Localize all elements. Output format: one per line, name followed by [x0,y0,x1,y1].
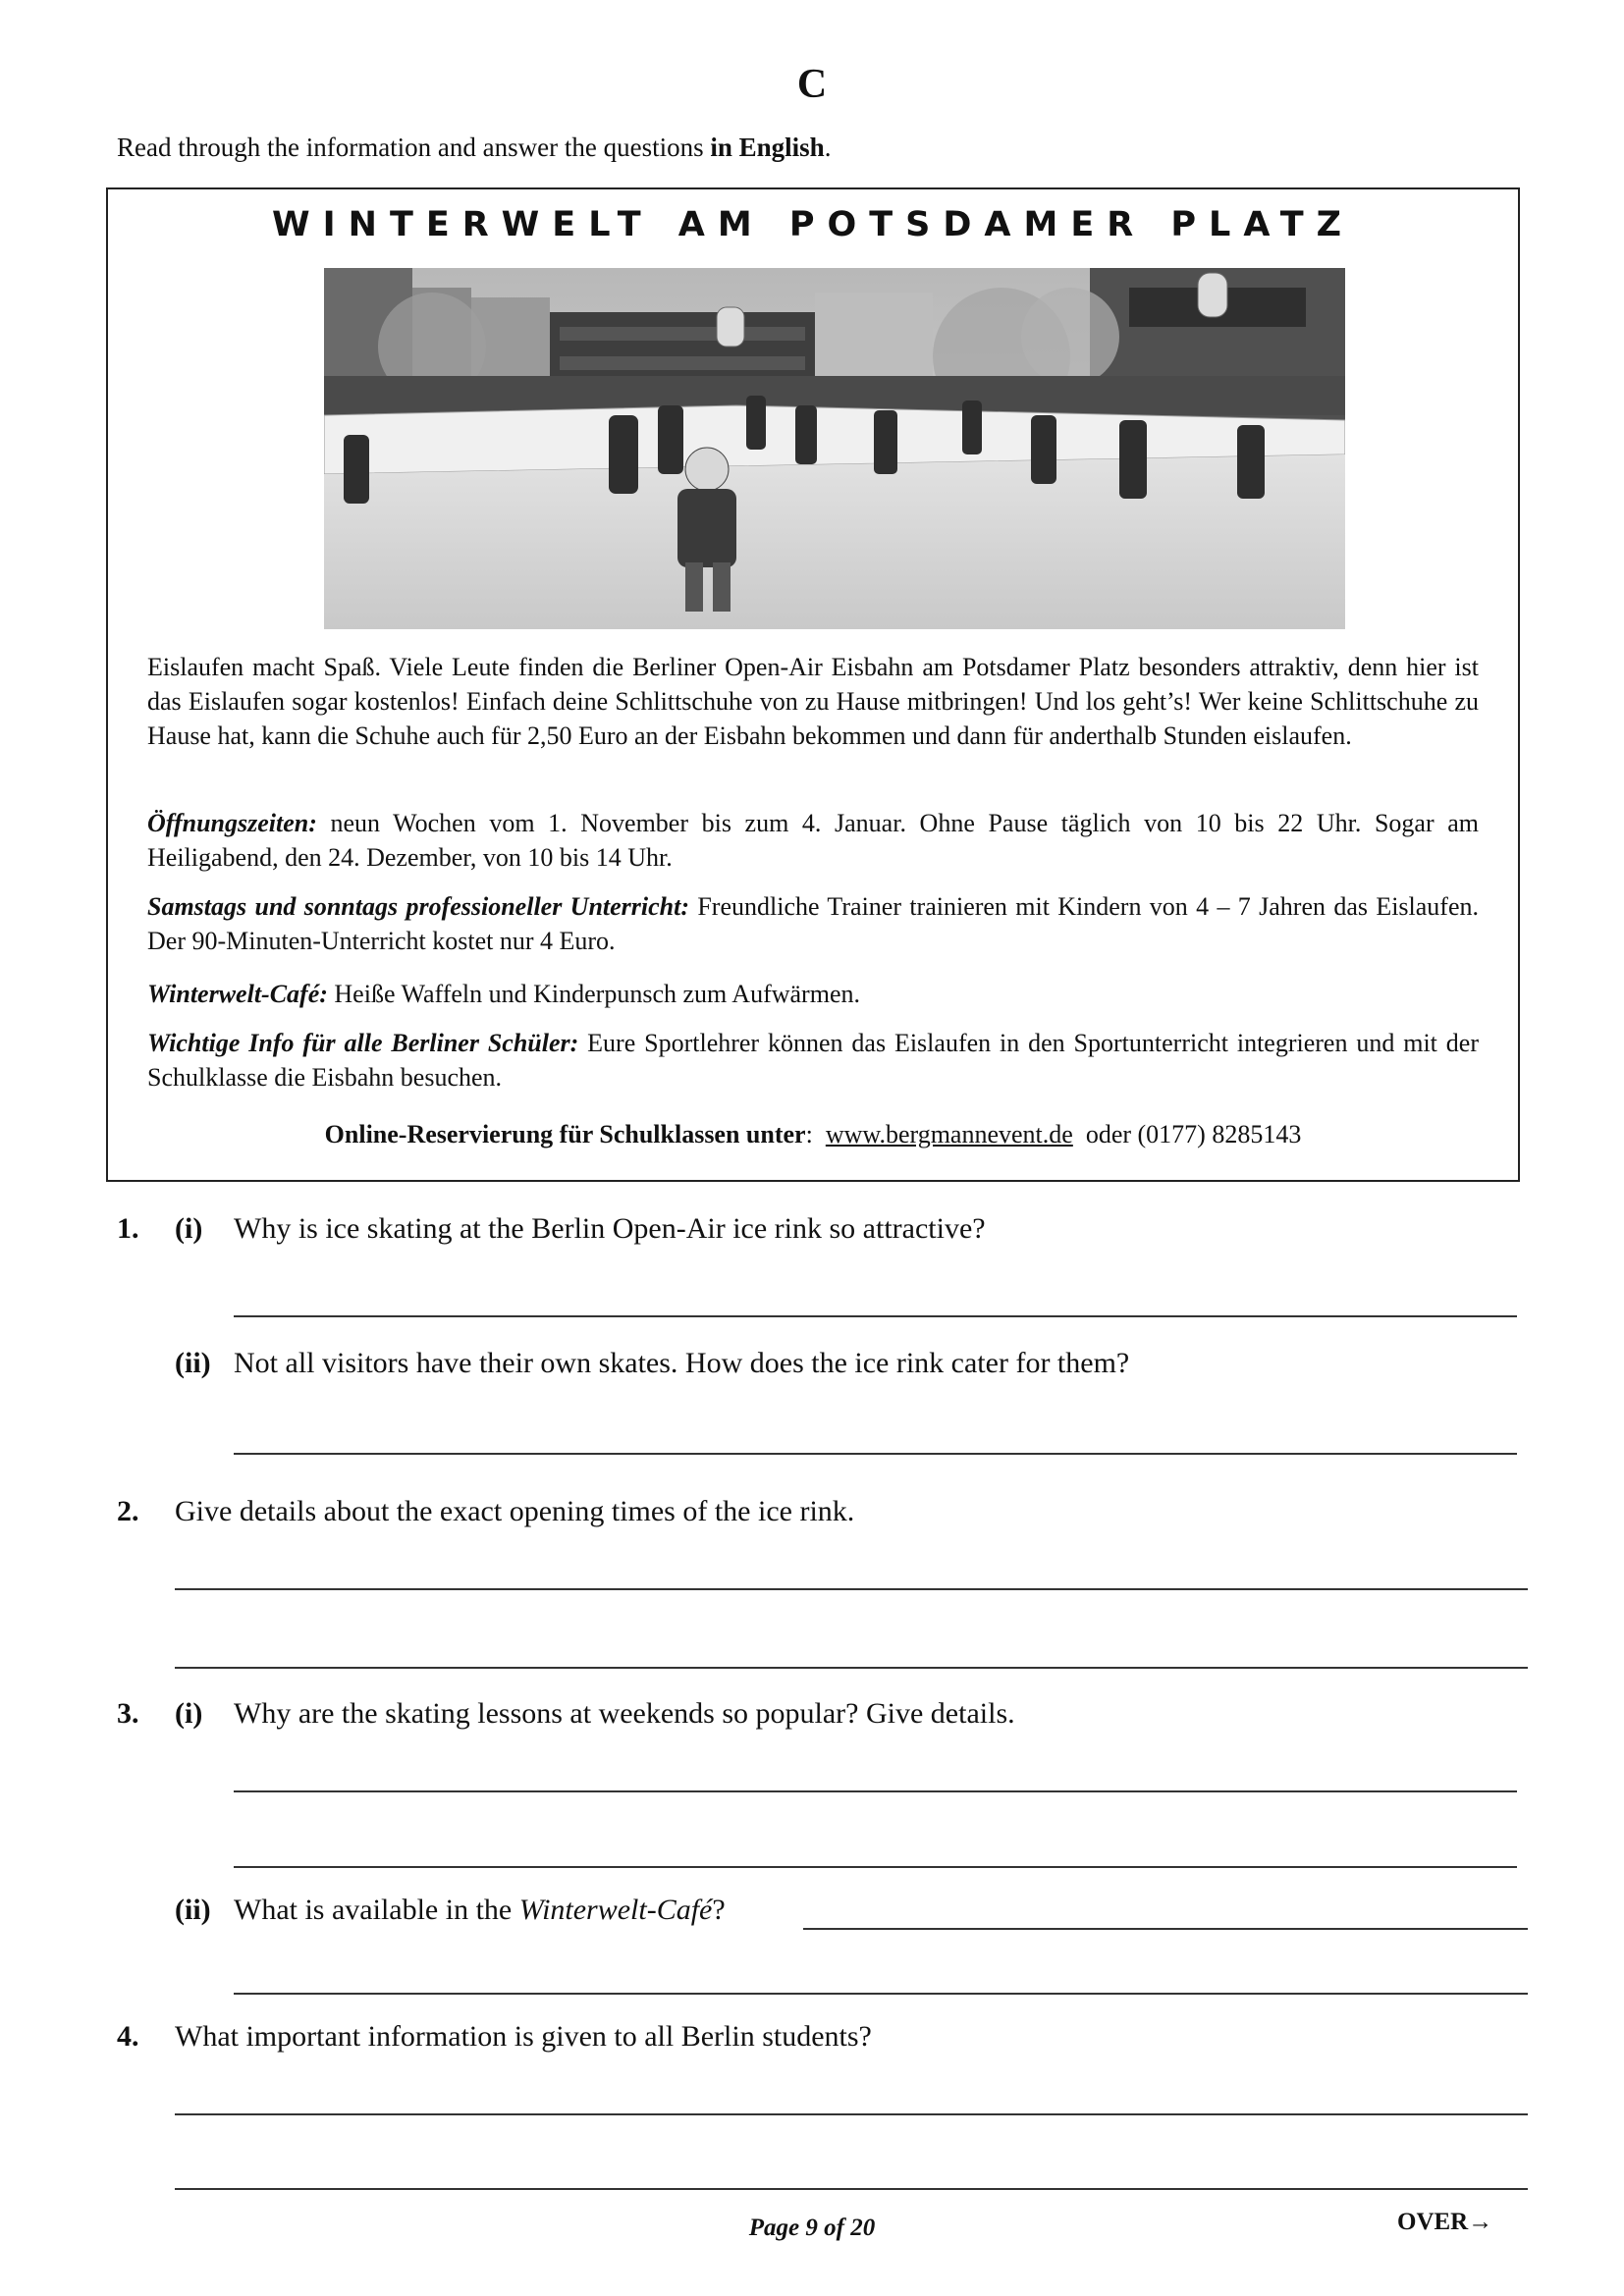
paragraph-lessons [147,889,1479,958]
q2-answer-line-1[interactable] [175,1588,1528,1590]
q3i-question: Why are the skating lessons at weekends so popular? Give details. [234,1697,1015,1730]
q3ii-question-post: ? [712,1894,726,1926]
q1-number: 1. [117,1212,139,1245]
q3ii-question-pre: What is available in the [234,1894,519,1926]
q2-answer-line-2[interactable] [175,1667,1528,1669]
paragraph-intro: Eislaufen macht Spaß. Viele Leute finden die Berliner Open-Air Eisbahn am Potsdamer Platz besonders attraktiv, denn hier ist das Eislaufen sogar kostenlos! Einfach deine Schlittschuhe von zu Hause mitbringen! Und los geht’s! Wer keine Schlittschuhe zu Hause hat, kann die Schuhe auch für 2,50 Euro an der Eisbahn bekommen und dann für anderthalb Stunden eislaufen. [147,653,1479,750]
q3ii-question [234,1894,726,1927]
q4-answer-line-1[interactable] [175,2113,1528,2115]
q3-number: 3. [117,1697,139,1730]
q3ii-sub: (ii) [175,1894,211,1926]
opening-times-text: neun Wochen vom 1. November bis zum 4. Januar. Ohne Pause täglich von 10 bis 22 Uhr. Sogar am Heiligabend, den 24. Dezember, von 10 bis 14 Uhr. [147,809,1479,872]
box-title: WINTERWELT AM POTSDAMER PLATZ [272,205,1354,244]
paragraph-cafe [147,977,1479,1011]
ice-rink-photo [324,268,1345,629]
q4-number: 4. [117,2020,139,2053]
q1ii-question: Not all visitors have their own skates. How does the ice rink cater for them? [234,1347,1130,1379]
opening-times-heading: Öffnungszeiten: [147,809,317,837]
q3ii-answer-line-inline[interactable] [803,1928,1528,1930]
cafe-heading: Winterwelt-Café: [147,980,328,1008]
q3ii-question-cafe: Winterwelt-Café [518,1894,713,1926]
page-number: Page 9 of 20 [748,2215,876,2241]
q1i-answer-line[interactable] [234,1315,1517,1317]
q1i-question: Why is ice skating at the Berlin Open-Air ice rink so attractive? [234,1212,986,1245]
q3i-answer-line-2[interactable] [234,1866,1517,1868]
q3ii-answer-line-2[interactable] [234,1993,1528,1995]
q4-question: What important information is given to all Berlin students? [175,2020,872,2053]
over-indicator: OVER→ [1397,2209,1493,2235]
paragraph-opening-times [147,806,1479,875]
q3i-sub: (i) [175,1697,203,1730]
q1ii-answer-line[interactable] [234,1453,1517,1455]
instruction [117,133,831,163]
students-heading: Wichtige Info für alle Berliner Schüler: [147,1029,579,1057]
q2-question: Give details about the exact opening times of the ice rink. [175,1495,855,1527]
instruction-end: . [824,133,832,162]
lessons-text: Freundliche Trainer trainieren mit Kindern von 4 – 7 Jahren das Eislaufen. Der 90-Minuten-Unterricht kostet nur 4 Euro. [147,892,1480,955]
instruction-text: Read through the information and answer the questions [117,133,711,162]
paragraph-students [147,1026,1479,1095]
students-text: Eure Sportlehrer können das Eislaufen in den Sportunterricht integrieren und mit der Schulklasse die Eisbahn besuchen. [147,1029,1479,1092]
info-box [106,187,1520,1182]
reservation-line [108,1120,1518,1149]
reservation-url-link[interactable]: www.bergmannevent.de [825,1120,1073,1148]
section-letter: C [796,62,828,107]
cafe-text: Heiße Waffeln und Kinderpunsch zum Aufwärmen. [327,980,860,1008]
q4-answer-line-2[interactable] [175,2188,1528,2190]
q1i-sub: (i) [175,1212,203,1245]
reservation-label: Online-Reservierung für Schulklassen unter [324,1120,806,1148]
q1ii-sub: (ii) [175,1347,211,1379]
lessons-heading: Samstags und sonntags professioneller Unterricht: [147,892,690,921]
instruction-bold: in English [710,133,825,162]
reservation-colon: : [805,1120,813,1148]
reservation-phone: oder (0177) 8285143 [1085,1120,1302,1148]
q3i-answer-line-1[interactable] [234,1790,1517,1792]
q2-number: 2. [117,1495,139,1527]
